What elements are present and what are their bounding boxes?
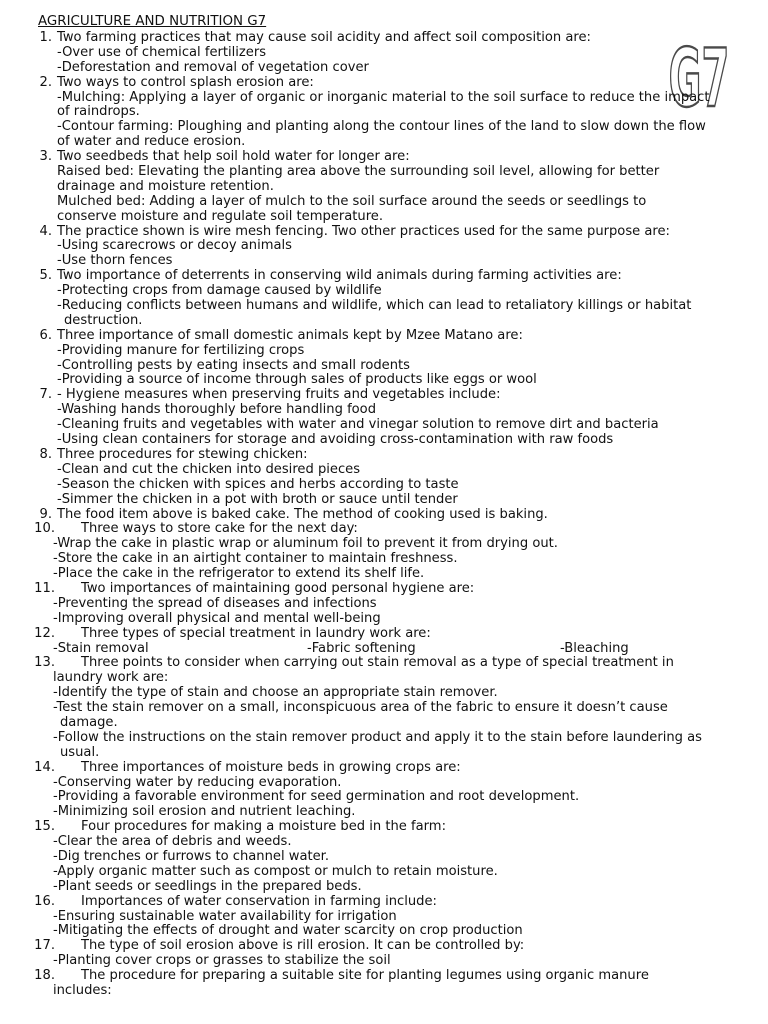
answer-text: -Identify the type of stain and choose an appropriate stain remover. [53,685,498,701]
question-line [0,508,768,523]
answer-line [0,433,768,448]
question-text: Two seedbeds that help soil hold water for longer are: [57,149,410,165]
answer-text: -Fabric softening [307,640,416,656]
question-line [0,269,768,284]
answer-text: of raindrops. [57,104,140,120]
question-number: 2. [39,74,52,90]
answer-line [0,746,768,761]
answer-text: -Improving overall physical and mental well-being [53,610,381,626]
answer-text: -Controlling pests by eating insects and small rodents [57,357,410,373]
answer-text: destruction. [64,312,143,328]
answer-line [0,373,768,388]
question-number: 3. [39,149,52,165]
answer-line [0,91,768,106]
question-text: - Hygiene measures when preserving fruits and vegetables include: [57,387,501,403]
answer-line [0,135,768,150]
answer-text: laundry work are: [53,670,169,686]
question-line [0,31,768,46]
answer-line [0,701,768,716]
answer-text: conserve moisture and regulate soil temperature. [57,208,384,224]
answer-text: -Ensuring sustainable water availability for irrigation [53,908,397,924]
question-number: 7. [39,387,52,403]
question-line [0,939,768,954]
answer-text: -Over use of chemical fertilizers [57,44,267,60]
question-number: 16. [34,893,55,909]
answer-text: -Preventing the spread of diseases and infections [53,595,377,611]
answer-text: of water and reduce erosion. [57,134,246,150]
answer-line [0,597,768,612]
question-number: 15. [34,819,55,835]
question-text: Two ways to control splash erosion are: [57,74,314,90]
answer-line [0,493,768,508]
question-line [0,448,768,463]
question-number: 6. [39,327,52,343]
answer-line [0,686,768,701]
answer-text: -Protecting crops from damage caused by wildlife [57,283,382,299]
answer-text: -Stain removal [53,640,149,656]
answer-text: -Follow the instructions on the stain remover product and apply it to the stain before laundering as [53,729,702,745]
answer-line [0,910,768,925]
answer-line [0,463,768,478]
question-text: Two importance of deterrents in conserving wild animals during farming activities are: [57,268,622,284]
question-text: Three procedures for stewing chicken: [57,446,308,462]
answer-line [0,850,768,865]
answer-line [0,284,768,299]
question-number: 14. [34,759,55,775]
question-text: Four procedures for making a moisture bed in the farm: [81,819,446,835]
answer-line [0,984,768,999]
question-line [0,225,768,240]
answer-text: includes: [53,983,112,998]
question-line [0,761,768,776]
question-line [0,329,768,344]
answer-line [0,731,768,746]
answer-line [0,924,768,939]
question-number: 17. [34,938,55,954]
question-number: 11. [34,580,55,596]
question-line [0,820,768,835]
answer-line [0,790,768,805]
answer-line [0,195,768,210]
answer-text: -Plant seeds or seedlings in the prepared beds. [53,878,362,894]
answer-text: -Place the cake in the refrigerator to extend its shelf life. [53,566,425,582]
question-number: 8. [39,446,52,462]
answer-text: -Test the stain remover on a small, inconspicuous area of the fabric to ensure it doesn’t cause [53,700,668,716]
answer-line [0,567,768,582]
question-number: 9. [39,506,52,522]
question-text: Three importances of moisture beds in growing crops are: [81,759,461,775]
answer-text: -Providing a favorable environment for seed germination and root development. [53,789,580,805]
question-text: The procedure for preparing a suitable site for planting legumes using organic manure [81,968,649,984]
answer-line [0,165,768,180]
answer-text: -Season the chicken with spices and herbs according to taste [57,476,459,492]
answer-line [0,418,768,433]
question-line [0,969,768,984]
answer-text: Raised bed: Elevating the planting area above the surrounding soil level, allowing for better [57,164,660,180]
answer-line [0,537,768,552]
question-number: 13. [34,655,55,671]
answer-line [0,642,768,657]
answer-text: usual. [60,744,100,760]
question-text: Three points to consider when carrying out stain removal as a type of special treatment in [81,655,674,671]
answer-line [0,105,768,120]
answer-line [0,210,768,225]
question-number: 4. [39,223,52,239]
question-line [0,895,768,910]
question-text: Three ways to store cake for the next day: [81,521,358,537]
answer-text: -Mitigating the effects of drought and water scarcity on crop production [53,923,523,939]
question-line [0,76,768,91]
answer-text: -Washing hands thoroughly before handling food [57,402,377,418]
answer-text: -Clean and cut the chicken into desired pieces [57,461,361,477]
question-text: The food item above is baked cake. The method of cooking used is baking. [57,506,548,522]
answer-line [0,239,768,254]
document-title: AGRICULTURE AND NUTRITION G7 [38,14,267,29]
question-text: Three types of special treatment in laundry work are: [81,625,431,641]
answer-line [0,776,768,791]
answer-text: drainage and moisture retention. [57,178,274,194]
answer-line [0,865,768,880]
question-number: 10. [34,521,55,537]
question-line [0,388,768,403]
answer-line [0,612,768,627]
answer-line [0,880,768,895]
question-number: 18. [34,968,55,984]
answer-line [0,716,768,731]
answer-line [0,314,768,329]
answer-line [0,299,768,314]
answer-line [0,180,768,195]
answer-text: -Use thorn fences [57,253,173,269]
answer-text: Mulched bed: Adding a layer of mulch to the soil surface around the seeds or seedlings to [57,193,647,209]
answer-line [0,835,768,850]
answer-text: damage. [60,714,118,730]
question-text: Three importance of small domestic animals kept by Mzee Matano are: [57,327,523,343]
answer-line [0,344,768,359]
answer-line [0,671,768,686]
answer-text: -Reducing conflicts between humans and wildlife, which can lead to retaliatory killings or habitat [57,298,692,314]
g7-logo-text: G7 [668,34,730,114]
answer-text: -Providing manure for fertilizing crops [57,342,305,358]
question-number: 12. [34,625,55,641]
answer-line [0,954,768,969]
answer-line [0,359,768,374]
answer-line [0,254,768,269]
answer-text: -Wrap the cake in plastic wrap or aluminum foil to prevent it from drying out. [53,536,558,552]
answer-text: -Bleaching [560,640,629,656]
answer-list [0,31,768,999]
answer-text: -Contour farming: Ploughing and planting along the contour lines of the land to slow down the flow [57,119,706,135]
question-text: Two farming practices that may cause soil acidity and affect soil composition are: [57,30,591,45]
question-number: 5. [39,268,52,284]
question-text: The type of soil erosion above is rill erosion. It can be controlled by: [81,938,525,954]
question-line [0,656,768,671]
answer-text: -Minimizing soil erosion and nutrient leaching. [53,804,356,820]
answer-text: -Mulching: Applying a layer of organic or inorganic material to the soil surface to reduce the impact [57,89,710,105]
answer-text: -Apply organic matter such as compost or mulch to retain moisture. [53,863,498,879]
answer-text: -Cleaning fruits and vegetables with water and vinegar solution to remove dirt and bacteria [57,417,659,433]
question-line [0,582,768,597]
answer-text: -Deforestation and removal of vegetation cover [57,59,369,75]
question-line [0,150,768,165]
question-text: The practice shown is wire mesh fencing. Two other practices used for the same purpose are: [57,223,670,239]
question-text: Two importances of maintaining good personal hygiene are: [81,580,475,596]
question-text: Importances of water conservation in farming include: [81,893,437,909]
answer-text: -Clear the area of debris and weeds. [53,834,292,850]
answer-text: -Using scarecrows or decoy animals [57,238,292,254]
answer-line [0,552,768,567]
answer-line [0,120,768,135]
answer-line [0,403,768,418]
question-line [0,627,768,642]
answer-line [0,478,768,493]
answer-text: -Planting cover crops or grasses to stabilize the soil [53,953,391,969]
question-line [0,522,768,537]
answer-text: -Store the cake in an airtight container to maintain freshness. [53,551,458,567]
answer-line [0,805,768,820]
answer-line [0,61,768,76]
answer-text: -Simmer the chicken in a pot with broth or sauce until tender [57,491,458,507]
answer-text: -Dig trenches or furrows to channel water. [53,848,330,864]
question-number: 1. [39,30,52,45]
answer-text: -Using clean containers for storage and avoiding cross-contamination with raw foods [57,432,614,448]
answer-text: -Providing a source of income through sales of products like eggs or wool [57,372,537,388]
answer-text: -Conserving water by reducing evaporation. [53,774,342,790]
answer-line [0,46,768,61]
